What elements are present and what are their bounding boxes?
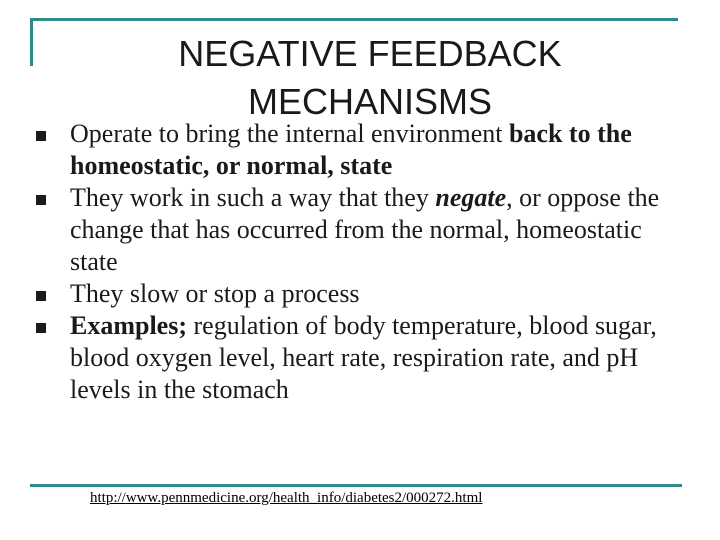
slide-title-line-1: NEGATIVE FEEDBACK xyxy=(178,33,562,74)
square-bullet-icon xyxy=(36,195,46,205)
bullet-item-2 xyxy=(34,182,694,278)
bullet-1-bold-text: back to the homeostatic, or normal, state xyxy=(70,119,632,180)
bullet-2-text-end: , or oppose the change that has occurred from the normal, homeostatic state xyxy=(70,183,660,276)
bullet-2-text: They work in such a way that they xyxy=(70,183,436,212)
frame-top-rule xyxy=(30,18,678,21)
bullet-4-text: regulation of body temperature, blood sugar, blood oxygen level, heart rate, respiration rate, and pH levels in the stomach xyxy=(70,311,657,404)
bullet-4-bold-text: Examples; xyxy=(70,311,187,340)
bullet-item-4 xyxy=(34,310,694,406)
frame-bottom-rule xyxy=(30,484,682,487)
bullet-1-text: Operate to bring the internal environment xyxy=(70,119,509,148)
slide-title xyxy=(60,30,680,126)
bullet-item-1 xyxy=(34,118,694,182)
bullet-list xyxy=(34,118,694,406)
reference-link[interactable]: http://www.pennmedicine.org/health_info/diabetes2/000272.html xyxy=(90,490,483,506)
bullet-3-text: They slow or stop a process xyxy=(70,279,360,308)
slide-title-line-2: MECHANISMS xyxy=(247,81,493,122)
square-bullet-icon xyxy=(36,131,46,141)
square-bullet-icon xyxy=(36,291,46,301)
bullet-item-3 xyxy=(34,278,694,310)
square-bullet-icon xyxy=(36,323,46,333)
frame-left-rule xyxy=(30,18,33,66)
bullet-2-emphasis: negate xyxy=(435,183,507,212)
